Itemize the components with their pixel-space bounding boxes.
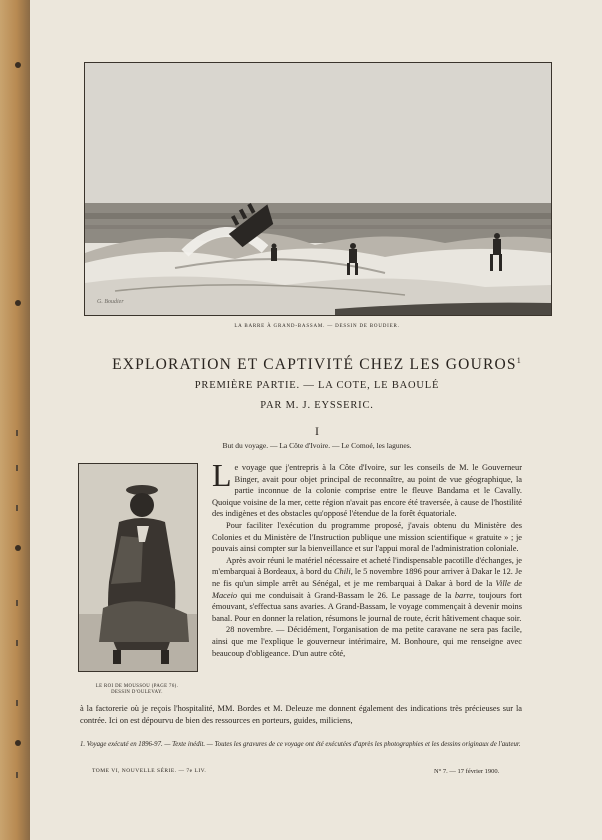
paragraph-1 (212, 457, 522, 520)
binding-hole (15, 740, 21, 746)
article-title (84, 356, 550, 374)
portrait-illustration (78, 463, 198, 672)
p3-c: qui me conduisait à Grand-Bassam le 26. Le passage de la (237, 590, 455, 600)
illustration-signature: G. Boudier (97, 299, 124, 305)
ship-name-1: Chili (333, 567, 351, 577)
footnote: 1. Voyage exécuté en 1896-97. — Texte inédit. — Toutes les gravures de ce voyage ont été exécutées d'après les photographies et les dessins originaux de l'auteur. (80, 741, 521, 748)
binding-hole (15, 545, 21, 551)
p3-d: , toujours fort émouvant, s'effectua sans avaries. A Grand-Bassam, le voyage commençait à devenir moins banal. Pour en donner la relation, résumons le journal de route, écrit hâtivement chaque soir. (212, 590, 523, 623)
paragraph-3 (212, 555, 522, 625)
book-binding-edge (0, 0, 30, 840)
portrait-caption (78, 684, 196, 696)
footer-issue: N° 7. — 17 février 1900. (434, 768, 500, 775)
body-column (212, 457, 523, 659)
body-full-width (80, 703, 522, 726)
binding-mark (16, 700, 18, 706)
p3-a: Après avoir réuni le matériel nécessaire et acheté l'indispensable pacotille d'échanges, je m'embarquai à Bordeaux, à bord du (212, 555, 522, 577)
binding-hole (15, 300, 21, 306)
portrait-caption-line2: DESSIN D'OULEVAY. (111, 690, 163, 695)
binding-mark (16, 505, 18, 511)
barre-term: barre (454, 590, 474, 600)
binding-mark (16, 430, 18, 436)
surf-illustration (84, 62, 552, 316)
footer-volume: TOME VI, NOUVELLE SÉRIE. — 7e LIV. (92, 768, 207, 774)
binding-mark (16, 640, 18, 646)
paragraph-4: 28 novembre. — Décidément, l'organisation de ma petite caravane ne sera pas facile, ainsi que me l'explique le gouverneur intérimaire, M. Bonhoure, qui me renseigne avec beaucoup d'obligeance. D'un autre côté, (212, 625, 522, 658)
illustration-caption: LA BARRE À GRAND-BASSAM. — DESSIN DE BOUDIER. (234, 324, 400, 329)
binding-mark (16, 600, 18, 606)
title-text: EXPLORATION ET CAPTIVITÉ CHEZ LES GOUROS (112, 356, 517, 374)
section-summary: But du voyage. — La Côte d'Ivoire. — Le Comoé, les lagunes. (222, 441, 412, 450)
binding-hole (15, 62, 21, 68)
drop-cap: L (212, 457, 232, 493)
article-subtitle: PREMIÈRE PARTIE. — LA COTE, LE BAOULÉ (194, 380, 440, 391)
paragraph-4-continued: à la factorerie où je reçois l'hospitalité, MM. Bordes et M. Deleuze me donnent également des indications très précieuses sur la contrée. Ici on est dépourvu de bien des ressources en porteurs, guides, miliciens, (80, 704, 522, 725)
binding-mark (16, 772, 18, 778)
portrait-caption-line1: LE ROI DE MOUSSOU (PAGE 76). (95, 684, 179, 689)
binding-mark (16, 465, 18, 471)
section-number: I (315, 424, 319, 438)
title-footnote-mark: 1 (516, 356, 522, 365)
paragraph-1-text: e voyage que j'entrepris à la Côte d'Ivoire, sur les conseils de M. le Gouverneur Binger, avait pour objet principal de reconnaître, au point de vue géographique, la partie inconnue de la colonie comprise entre le fleuve Bandama et le Cavally. Quoique voisine de la mer, cette région n'avait pas encore été traversée, à cause de l'hostilité des indigènes et des obstacles qu'opposé l'étendue de la forêt équatoriale. (212, 463, 522, 519)
paragraph-2: Pour faciliter l'exécution du programme proposé, j'avais obtenu du Ministère des Colonies et du Ministère de l'Instruction publique une mission scientifique « gratuite » ; je pouvais ainsi compter sur la bienveillance et sur l'appui moral de l'administration coloniale. (212, 520, 522, 554)
p3-b: , le 5 novembre 1896 pour arriver à Dakar le 12. Je ne fis qu'un simple arrêt au Sénégal, et je me rembarquai à Dakar à bord de la (212, 567, 522, 588)
surf-boat-engraving (85, 63, 551, 315)
article-author: PAR M. J. EYSSERIC. (260, 400, 374, 411)
king-portrait-engraving (79, 464, 197, 671)
ship-name-2: Ville de Maceio (212, 578, 522, 600)
